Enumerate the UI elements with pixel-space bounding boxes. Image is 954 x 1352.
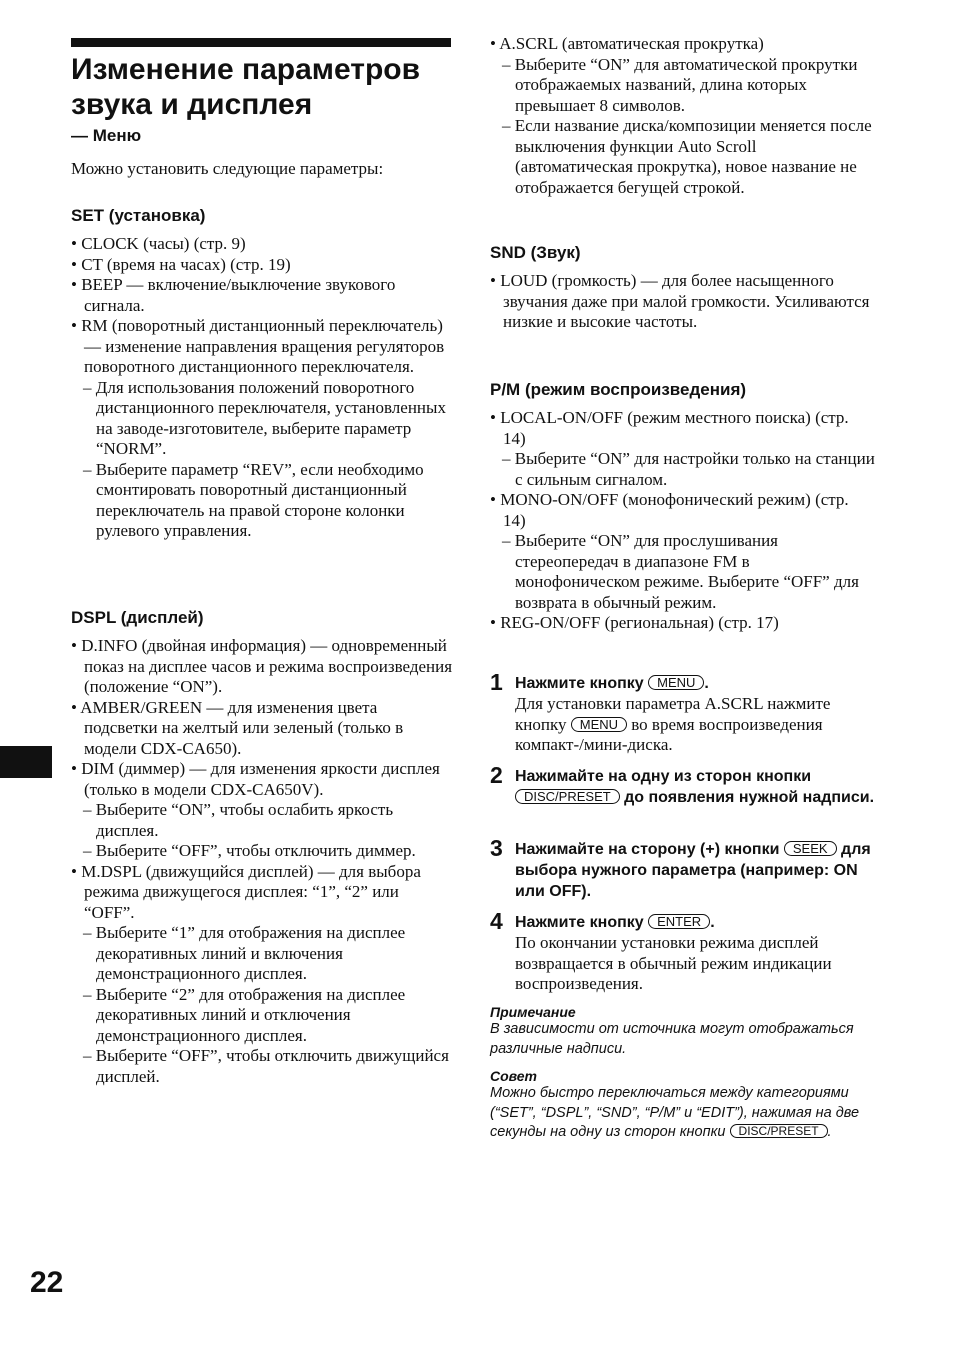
set-clock-item: • CLOCK (часы) (стр. 9)	[71, 234, 246, 253]
step-1-text: Для установки параметра A.SCRL нажмите кнопку	[515, 694, 831, 734]
step-4-text: По окончании установки режима дисплей возвращается в обычный режим индикации воспроизведения.	[515, 933, 832, 993]
step-4-heading-end: .	[710, 914, 715, 931]
snd-loud-item: • LOUD (громкость) — для более насыщенного звучания даже при малой громкости. Усиливаются низкие и высокие частоты.	[490, 271, 870, 331]
ascrl-item: • A.SCRL (автоматическая прокрутка)	[490, 34, 764, 53]
intro-text: Можно установить следующие параметры:	[71, 159, 384, 178]
tip-heading: Совет	[490, 1068, 538, 1084]
set-ct-item: • CT (время на часах) (стр. 19)	[71, 254, 291, 274]
step-2-heading: Нажимайте на одну из сторон кнопки	[515, 768, 812, 785]
tip-text-end: .	[827, 1124, 832, 1140]
page-title: Изменение параметров звука и дисплея	[71, 53, 421, 121]
set-rm-norm-note: – Для использования положений поворотного дистанционного переключателя, установленных на заводе-изготовителе, выберите параметр “NORM”.	[83, 377, 446, 458]
step-3-heading: Нажимайте на сторону (+) кнопки	[515, 841, 780, 858]
set-section	[71, 206, 453, 542]
pm-local-item: • LOCAL-ON/OFF (режим местного поиска) (стр. 14)	[490, 408, 849, 448]
step-1	[490, 669, 875, 756]
page-number: 22	[30, 1266, 64, 1299]
set-heading: SET (установка)	[71, 206, 206, 225]
dspl-mdspl-2-note: – Выберите “2” для отображения на дисплее декоративных линий и отключения демонстрационного дисплея.	[83, 984, 406, 1045]
step-1-heading-end: .	[704, 675, 709, 692]
set-rm-item: • RM (поворотный дистанционный переключатель) — изменение направления вращения регуляторов поворотного дистанционного переключателя.	[71, 316, 445, 376]
dspl-mdspl-off-note: – Выберите “OFF”, чтобы отключить движущийся дисплей.	[83, 1046, 449, 1086]
pm-heading: P/M (режим воспроизведения)	[490, 380, 747, 399]
step-3-heading-end: для выбора нужного параметра (например: ON или OFF).	[515, 841, 871, 900]
page-subtitle: — Меню	[71, 126, 142, 145]
set-rm-rev-note: – Выберите параметр “REV”, если необходимо смонтировать поворотный дистанционный переключатель на правой стороне колонки рулевого управления.	[83, 459, 424, 540]
section-tab-marker	[0, 746, 52, 778]
step-4	[490, 908, 875, 995]
dspl-dim-item: • DIM (диммер) — для изменения яркости дисплея (только в модели CDX-CA650V).	[71, 759, 440, 799]
pm-mono-item: • MONO-ON/OFF (монофонический режим) (стр. 14)	[490, 490, 849, 530]
note-box	[490, 1004, 875, 1059]
step-2	[490, 762, 875, 808]
snd-section	[490, 243, 875, 333]
step-number: 1	[490, 669, 503, 695]
dspl-mdspl-item: • M.DSPL (движущийся дисплей) — для выбора режима движущегося дисплея: “1”, “2” или “OFF”.	[71, 861, 421, 922]
ascrl-title-change-note: – Если название диска/композиции меняется после выключения функции Auto Scroll (автоматическая прокрутка), новое название не отображается бегущей строкой.	[502, 116, 872, 197]
dspl-dinfo-item: • D.INFO (двойная информация) — одновременный показ на дисплее часов и режима воспроизведения (положение “ON”).	[71, 636, 453, 696]
pm-reg-item: • REG-ON/OFF (региональная) (стр. 17)	[490, 613, 779, 632]
step-number: 4	[490, 908, 503, 934]
note-text: В зависимости от источника могут отображаться различные надписи.	[490, 1021, 854, 1057]
enter-button-label: ENTER	[648, 914, 710, 929]
step-number: 2	[490, 762, 503, 788]
title-rule	[71, 38, 451, 47]
step-number: 3	[490, 835, 503, 861]
tip-text: Можно быстро переключаться между категориями (“SET”, “DSPL”, “SND”, “P/M” и “EDIT”), нажимая на две секунды на одну из сторон кнопки	[490, 1085, 860, 1140]
dspl-dim-off-note: – Выберите “OFF”, чтобы отключить диммер.	[83, 841, 416, 860]
dspl-section	[71, 608, 453, 1087]
disc-preset-button-label: DISC/PRESET	[730, 1124, 828, 1138]
step-3	[490, 835, 875, 902]
set-beep-item: • BEEP — включение/выключение звукового сигнала.	[71, 275, 396, 315]
seek-button-label: SEEK	[784, 841, 837, 856]
dspl-dim-on-note: – Выберите “ON”, чтобы ослабить яркость дисплея.	[83, 800, 394, 840]
pm-local-on-note: – Выберите “ON” для настройки только на станции с сильным сигналом.	[502, 449, 875, 489]
snd-heading: SND (Звук)	[490, 243, 581, 262]
menu-button-label: MENU	[648, 675, 704, 690]
menu-button-label: MENU	[571, 717, 627, 732]
step-2-heading-end: до появления нужной надписи.	[624, 789, 875, 806]
step-4-heading: Нажмите кнопку	[515, 914, 644, 931]
dspl-amber-green-item: • AMBER/GREEN — для изменения цвета подсветки на желтый или зеленый (только в модели CDX-CA650).	[71, 697, 404, 758]
ascrl-on-note: – Выберите “ON” для автоматической прокрутки отображаемых названий, длина которых превышает 8 символов.	[502, 54, 858, 115]
ascrl-section	[490, 34, 875, 198]
step-1-heading: Нажмите кнопку	[515, 675, 644, 692]
tip-box	[490, 1068, 875, 1143]
pm-section	[490, 380, 875, 634]
dspl-mdspl-1-note: – Выберите “1” для отображения на дисплее декоративных линий и включения демонстрационного дисплея.	[83, 923, 406, 983]
pm-mono-on-note: – Выберите “ON” для прослушивания стереопередач в диапазоне FM в монофоническом режиме. Выберите “OFF” для возврата в обычный режим.	[502, 531, 859, 612]
dspl-heading: DSPL (дисплей)	[71, 608, 204, 627]
disc-preset-button-label: DISC/PRESET	[515, 789, 620, 804]
note-heading: Примечание	[490, 1004, 576, 1020]
step-1-text-end: во время воспроизведения компакт-/мини-диска.	[515, 714, 823, 754]
